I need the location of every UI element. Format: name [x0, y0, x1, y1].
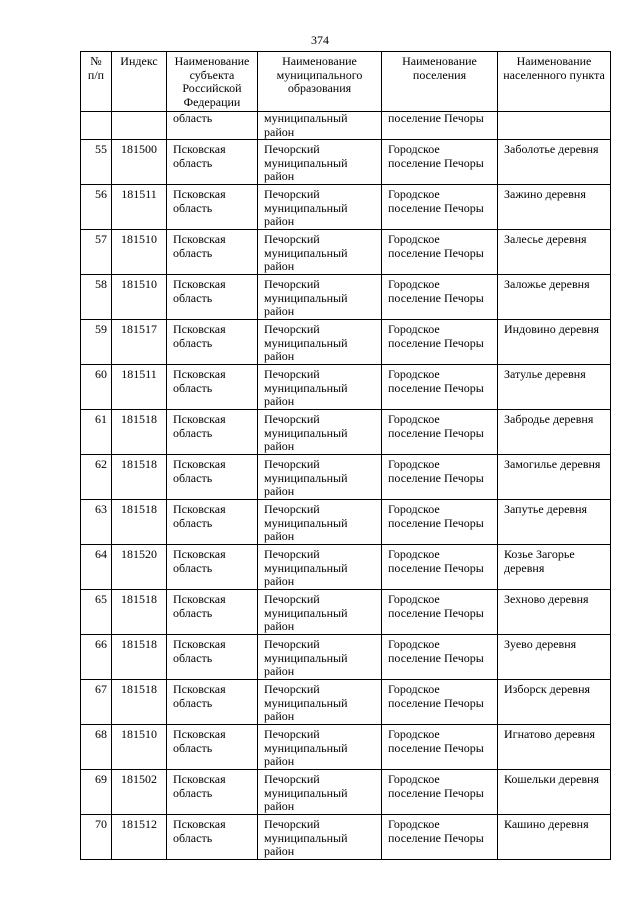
- cell-locality: Козье Загорье деревня: [498, 545, 611, 590]
- cell-municipality: Печорский муниципальный район: [258, 140, 382, 185]
- cell-locality: [498, 112, 611, 140]
- cell-municipality: Печорский муниципальный район: [258, 275, 382, 320]
- cell-index: 181518: [112, 590, 167, 635]
- cell-municipality: Печорский муниципальный район: [258, 230, 382, 275]
- cell-settlement: Городское поселение Печоры: [382, 410, 498, 455]
- cell-num: 60: [81, 365, 112, 410]
- cell-index: 181510: [112, 230, 167, 275]
- cell-index: 181510: [112, 275, 167, 320]
- cell-subject: Псковская область: [167, 680, 258, 725]
- cell-subject: Псковская область: [167, 500, 258, 545]
- cell-subject: Псковская область: [167, 635, 258, 680]
- table-row: [81, 725, 611, 770]
- cell-locality: Игнатово деревня: [498, 725, 611, 770]
- cell-locality: Зехново деревня: [498, 590, 611, 635]
- cell-settlement: поселение Печоры: [382, 112, 498, 140]
- table-row: [81, 185, 611, 230]
- cell-municipality: Печорский муниципальный район: [258, 815, 382, 860]
- cell-index: 181511: [112, 365, 167, 410]
- cell-index: 181511: [112, 185, 167, 230]
- cell-subject: Псковская область: [167, 365, 258, 410]
- cell-municipality: муниципальный район: [258, 112, 382, 140]
- cell-num: 56: [81, 185, 112, 230]
- table-row: [81, 140, 611, 185]
- cell-num: 66: [81, 635, 112, 680]
- cell-index: 181518: [112, 680, 167, 725]
- cell-locality: Кашино деревня: [498, 815, 611, 860]
- table-row: [81, 320, 611, 365]
- header-settlement: Наименование поселения: [382, 52, 498, 112]
- cell-index: 181502: [112, 770, 167, 815]
- cell-index: 181517: [112, 320, 167, 365]
- header-subject: Наименование субъекта Российской Федерации: [167, 52, 258, 112]
- cell-settlement: Городское поселение Печоры: [382, 815, 498, 860]
- cell-municipality: Печорский муниципальный район: [258, 725, 382, 770]
- continuation-row: [81, 112, 611, 140]
- cell-subject: Псковская область: [167, 410, 258, 455]
- table-row: [81, 500, 611, 545]
- table-row: [81, 410, 611, 455]
- cell-settlement: Городское поселение Печоры: [382, 140, 498, 185]
- header-num: № п/п: [81, 52, 112, 112]
- cell-num: 55: [81, 140, 112, 185]
- header-locality: Наименование населенного пункта: [498, 52, 611, 112]
- table-row: [81, 545, 611, 590]
- cell-municipality: Печорский муниципальный район: [258, 545, 382, 590]
- cell-subject: Псковская область: [167, 770, 258, 815]
- cell-municipality: Печорский муниципальный район: [258, 680, 382, 725]
- table-row: [81, 680, 611, 725]
- cell-municipality: Печорский муниципальный район: [258, 410, 382, 455]
- cell-settlement: Городское поселение Печоры: [382, 545, 498, 590]
- cell-locality: Кошельки деревня: [498, 770, 611, 815]
- cell-subject: область: [167, 112, 258, 140]
- cell-locality: Заложье деревня: [498, 275, 611, 320]
- cell-subject: Псковская область: [167, 185, 258, 230]
- header-row: [81, 52, 611, 112]
- table-row: [81, 455, 611, 500]
- cell-municipality: Печорский муниципальный район: [258, 770, 382, 815]
- table-row: [81, 770, 611, 815]
- cell-municipality: Печорский муниципальный район: [258, 590, 382, 635]
- cell-index: 181512: [112, 815, 167, 860]
- cell-locality: Заболотье деревня: [498, 140, 611, 185]
- cell-index: 181518: [112, 455, 167, 500]
- cell-subject: Псковская область: [167, 590, 258, 635]
- cell-index: 181520: [112, 545, 167, 590]
- cell-subject: Псковская область: [167, 140, 258, 185]
- cell-num: 67: [81, 680, 112, 725]
- cell-settlement: Городское поселение Печоры: [382, 230, 498, 275]
- cell-index: 181500: [112, 140, 167, 185]
- cell-municipality: Печорский муниципальный район: [258, 320, 382, 365]
- cell-settlement: Городское поселение Печоры: [382, 635, 498, 680]
- table-row: [81, 590, 611, 635]
- cell-subject: Псковская область: [167, 725, 258, 770]
- cell-locality: Зуево деревня: [498, 635, 611, 680]
- table-row: [81, 365, 611, 410]
- cell-subject: Псковская область: [167, 275, 258, 320]
- cell-locality: Забродье деревня: [498, 410, 611, 455]
- cell-locality: Изборск деревня: [498, 680, 611, 725]
- cell-municipality: Печорский муниципальный район: [258, 365, 382, 410]
- cell-municipality: Печорский муниципальный район: [258, 455, 382, 500]
- cell-num: 61: [81, 410, 112, 455]
- page-number: 374: [311, 33, 329, 47]
- cell-municipality: Печорский муниципальный район: [258, 500, 382, 545]
- cell-settlement: Городское поселение Печоры: [382, 455, 498, 500]
- cell-num: 65: [81, 590, 112, 635]
- cell-settlement: Городское поселение Печоры: [382, 680, 498, 725]
- cell-settlement: Городское поселение Печоры: [382, 590, 498, 635]
- table-row: [81, 275, 611, 320]
- cell-subject: Псковская область: [167, 815, 258, 860]
- cell-num: [81, 112, 112, 140]
- cell-index: [112, 112, 167, 140]
- cell-municipality: Печорский муниципальный район: [258, 635, 382, 680]
- cell-locality: Зажино деревня: [498, 185, 611, 230]
- cell-locality: Замогилье деревня: [498, 455, 611, 500]
- cell-settlement: Городское поселение Печоры: [382, 725, 498, 770]
- cell-settlement: Городское поселение Печоры: [382, 185, 498, 230]
- cell-num: 58: [81, 275, 112, 320]
- cell-index: 181518: [112, 500, 167, 545]
- cell-index: 181510: [112, 725, 167, 770]
- cell-index: 181518: [112, 635, 167, 680]
- cell-num: 69: [81, 770, 112, 815]
- header-index: Индекс: [112, 52, 167, 112]
- cell-subject: Псковская область: [167, 545, 258, 590]
- cell-num: 57: [81, 230, 112, 275]
- cell-num: 64: [81, 545, 112, 590]
- cell-num: 68: [81, 725, 112, 770]
- table-row: [81, 635, 611, 680]
- cell-locality: Залесье деревня: [498, 230, 611, 275]
- table-row: [81, 815, 611, 860]
- cell-num: 63: [81, 500, 112, 545]
- cell-locality: Индовино деревня: [498, 320, 611, 365]
- cell-subject: Псковская область: [167, 455, 258, 500]
- settlements-table: [80, 51, 611, 860]
- cell-settlement: Городское поселение Печоры: [382, 365, 498, 410]
- cell-num: 62: [81, 455, 112, 500]
- cell-settlement: Городское поселение Печоры: [382, 500, 498, 545]
- cell-num: 59: [81, 320, 112, 365]
- table-row: [81, 230, 611, 275]
- cell-locality: Запутье деревня: [498, 500, 611, 545]
- cell-locality: Затулье деревня: [498, 365, 611, 410]
- cell-index: 181518: [112, 410, 167, 455]
- cell-settlement: Городское поселение Печоры: [382, 770, 498, 815]
- cell-settlement: Городское поселение Печоры: [382, 275, 498, 320]
- header-municipality: Наименование муниципального образования: [258, 52, 382, 112]
- cell-subject: Псковская область: [167, 230, 258, 275]
- cell-num: 70: [81, 815, 112, 860]
- cell-settlement: Городское поселение Печоры: [382, 320, 498, 365]
- cell-subject: Псковская область: [167, 320, 258, 365]
- cell-municipality: Печорский муниципальный район: [258, 185, 382, 230]
